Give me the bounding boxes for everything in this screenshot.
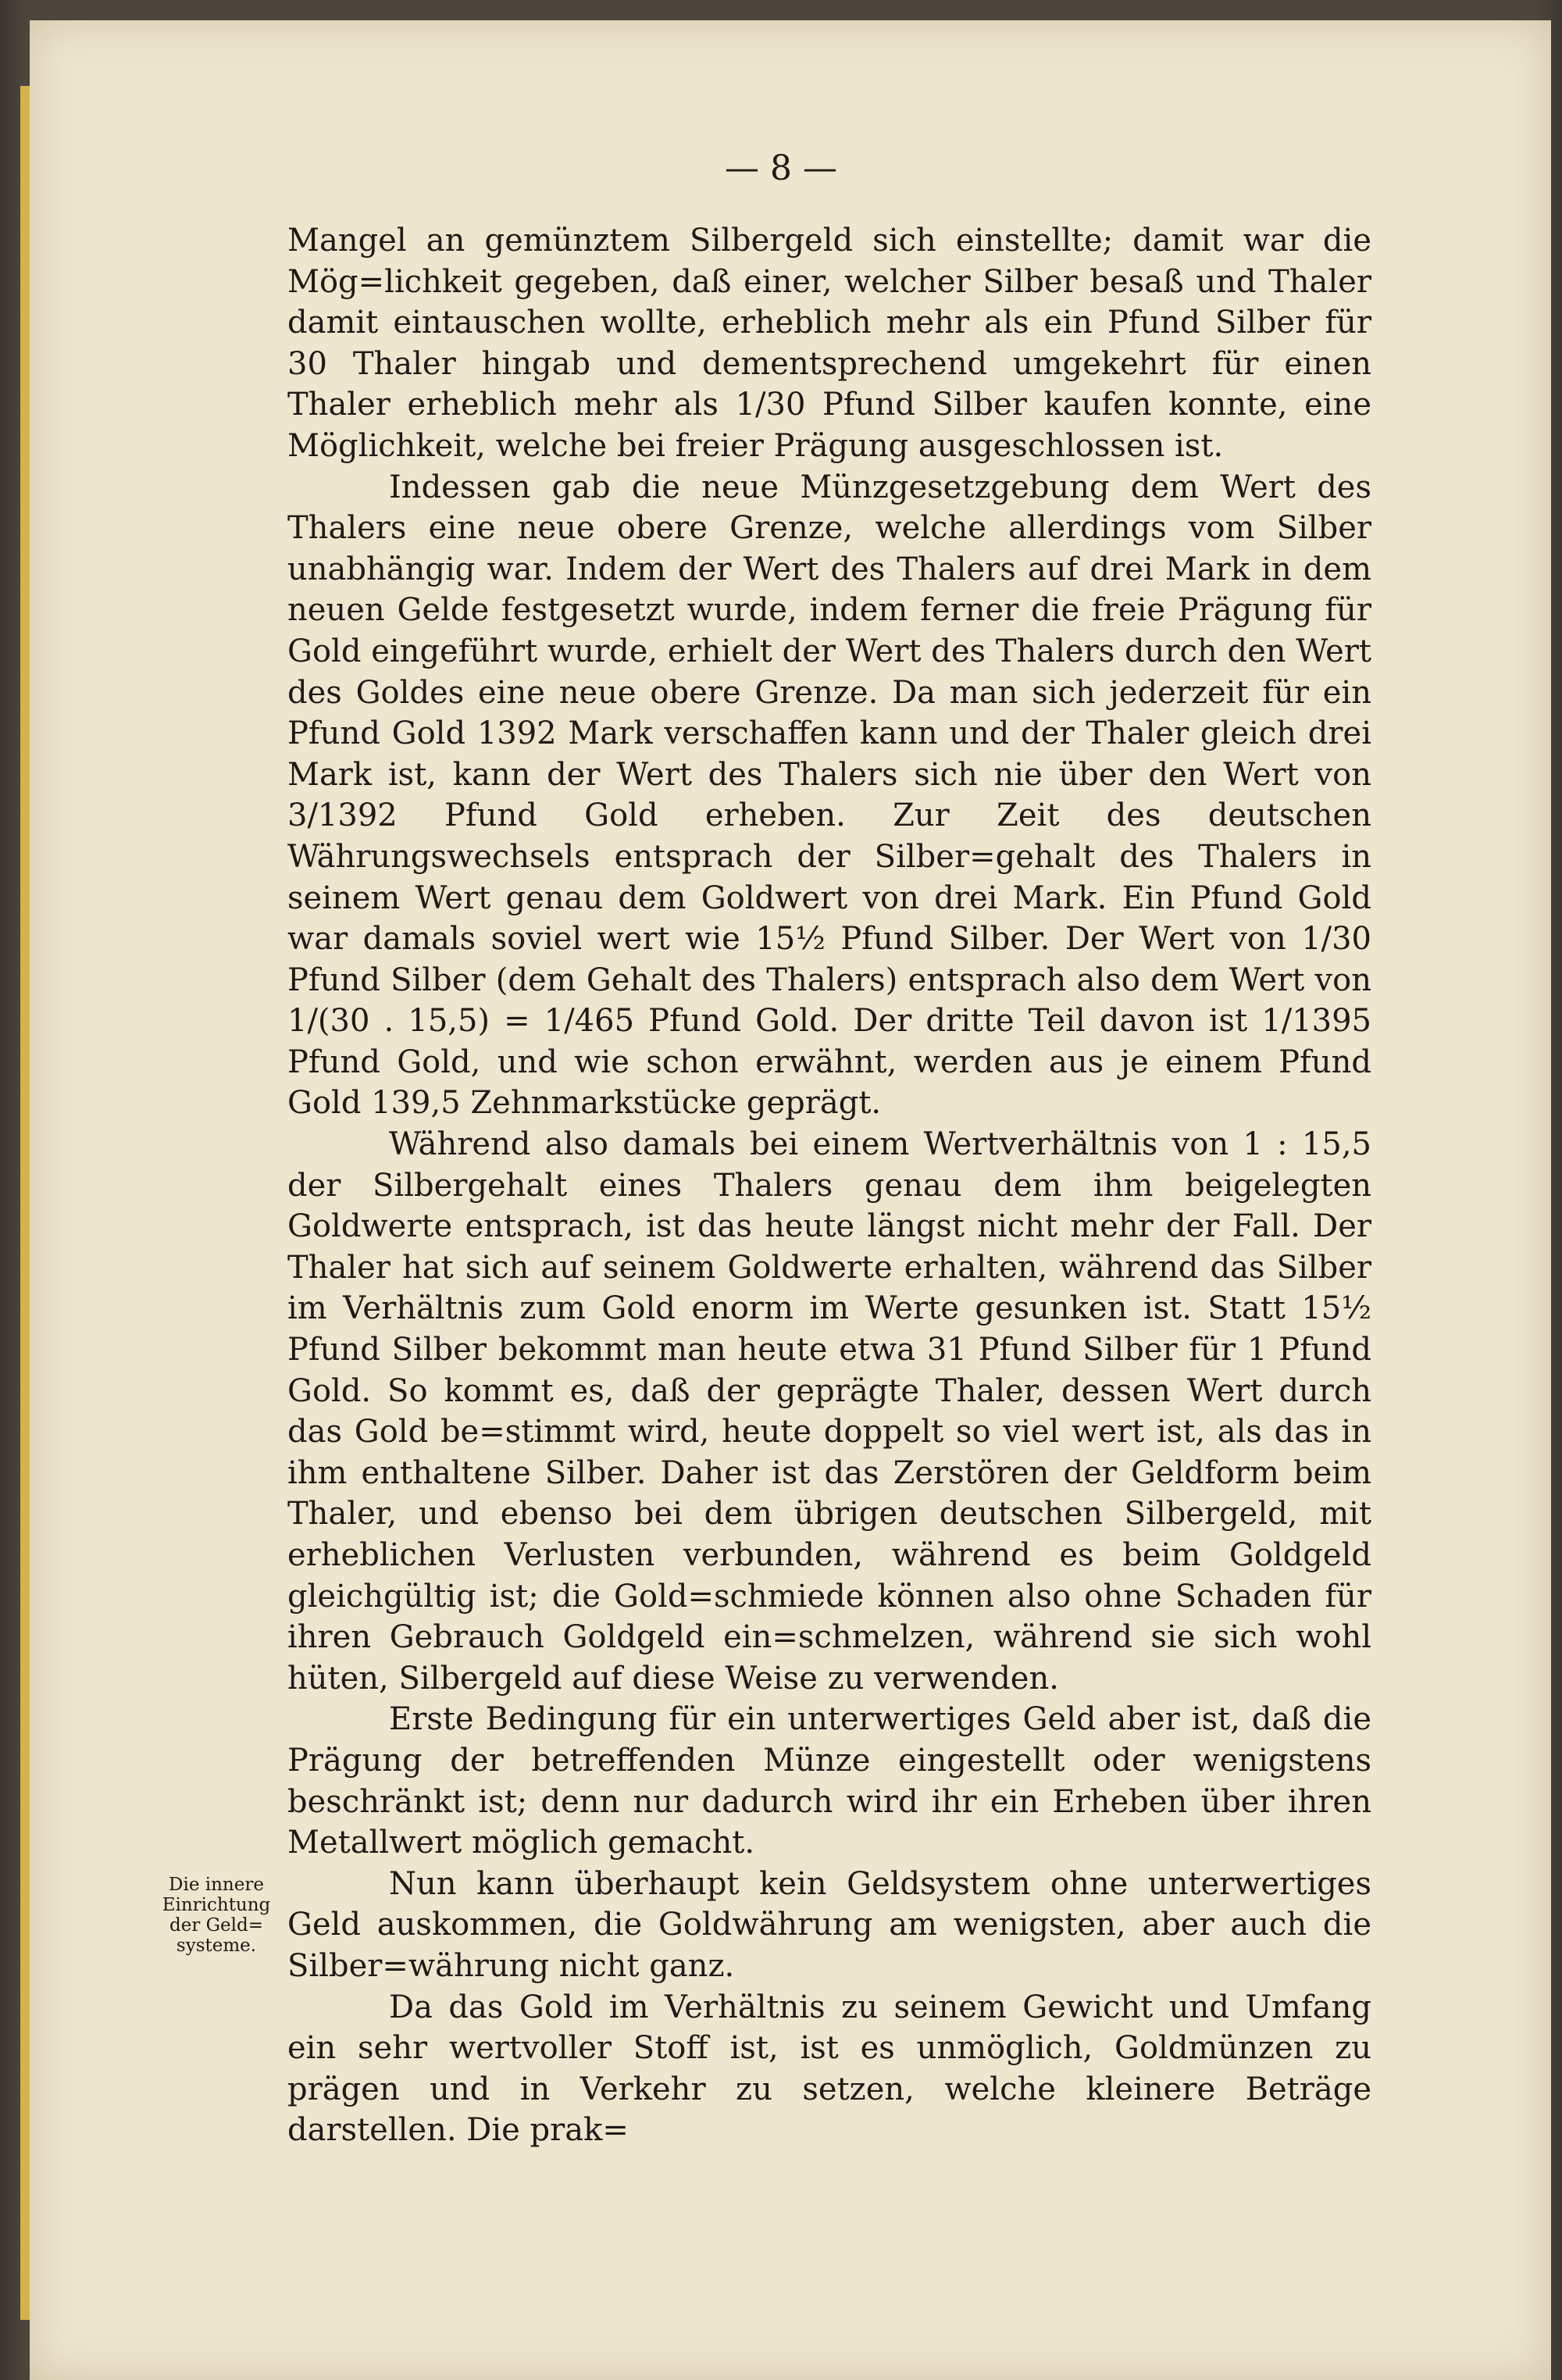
paragraph-2: Indessen gab die neue Münzgesetzgebung dem Wert des Thalers eine neue obere Grenze, welche allerdings vom Silber unabhängig war. Indem der Wert des Thalers auf drei Mark in dem neuen Gelde festgesetzt wurde, indem ferner die freie Prägung für Gold eingeführt wurde, erhielt der Wert des Thalers durch den Wert des Goldes eine neue obere Grenze. Da man sich jederzeit für ein Pfund Gold 1392 Mark verschaffen kann und der Thaler gleich drei Mark ist, kann der Wert des Thalers sich nie über den Wert von 3/1392 Pfund Gold erheben. Zur Zeit des deutschen Währungswechsels entsprach der Silber=gehalt des Thalers in seinem Wert genau dem Goldwert von drei Mark. Ein Pfund Gold war damals soviel wert wie 15½ Pfund Silber. Der Wert von 1/30 Pfund Silber (dem Gehalt des Thalers) entsprach also dem Wert von 1/(30 . 15,5) = 1/465 Pfund Gold. Der dritte Teil davon ist 1/1395 Pfund Gold, und wie schon erwähnt, werden aus je einem Pfund Gold 139,5 Zehnmarkstücke geprägt. [287, 469, 1371, 1122]
paragraph-3: Während also damals bei einem Wertverhältnis von 1 : 15,5 der Silbergehalt eines Thalers genau dem ihm beigelegten Goldwerte entsprach, ist das heute längst nicht mehr der Fall. Der Thaler hat sich auf seinem Goldwerte erhalten, während das Silber im Verhältnis zum Gold enorm im Werte gesunken ist. Statt 15½ Pfund Silber bekommt man heute etwa 31 Pfund Silber für 1 Pfund Gold. So kommt es, daß der geprägte Thaler, dessen Wert durch das Gold be=stimmt wird, heute doppelt so viel wert ist, als das in ihm enthaltene Silber. Daher ist das Zerstören der Geldform beim Thaler, und ebenso bei dem übrigen deutschen Silbergeld, mit erheblichen Verlusten verbunden, während es beim Goldgeld gleichgültig ist; die Gold=schmiede können also ohne Schaden für ihren Gebrauch Goldgeld ein=schmelzen, während sie sich wohl hüten, Silbergeld auf diese Weise zu verwenden. [287, 1126, 1371, 1697]
page-number: — 8 — [725, 148, 837, 188]
paragraph-5: Nun kann überhaupt kein Geldsystem ohne unterwertiges Geld auskommen, die Goldwährung am wenigsten, aber auch die Silber=währung nicht ganz. [287, 1865, 1371, 1984]
marginal-note-line: Die innere [169, 1875, 264, 1895]
paragraph-1: Mangel an gemünztem Silbergeld sich einstellte; damit war die Mög=lichkeit gegeben, daß einer, welcher Silber besaß und Thaler damit eintauschen wollte, erheblich mehr als ein Pfund Silber für 30 Thaler hingab und dementsprechend umgekehrt für einen Thaler erheblich mehr als 1/30 Pfund Silber kaufen konnte, eine Möglichkeit, welche bei freier Prägung ausgeschlossen ist. [287, 223, 1371, 464]
page-edge-strip [20, 86, 30, 2320]
main-text-column [287, 220, 1371, 2151]
marginal-note-line: systeme. [176, 1936, 257, 1956]
marginal-note [150, 1875, 283, 1956]
marginal-note-line: Einrichtung [162, 1895, 271, 1915]
paragraph-6: Da das Gold im Verhältnis zu seinem Gewicht und Umfang ein sehr wertvoller Stoff ist, ist es unmöglich, Goldmünzen zu prägen und in Verkehr zu setzen, welche kleinere Beträge darstellen. Die prak= [287, 1989, 1371, 2149]
paragraph-4: Erste Bedingung für ein unterwertiges Geld aber ist, daß die Prägung der betreffenden Münze eingestellt oder wenigstens beschränkt ist; denn nur dadurch wird ihr ein Erheben über ihren Metallwert möglich gemacht. [287, 1701, 1371, 1861]
marginal-note-line: der Geld= [169, 1915, 263, 1936]
